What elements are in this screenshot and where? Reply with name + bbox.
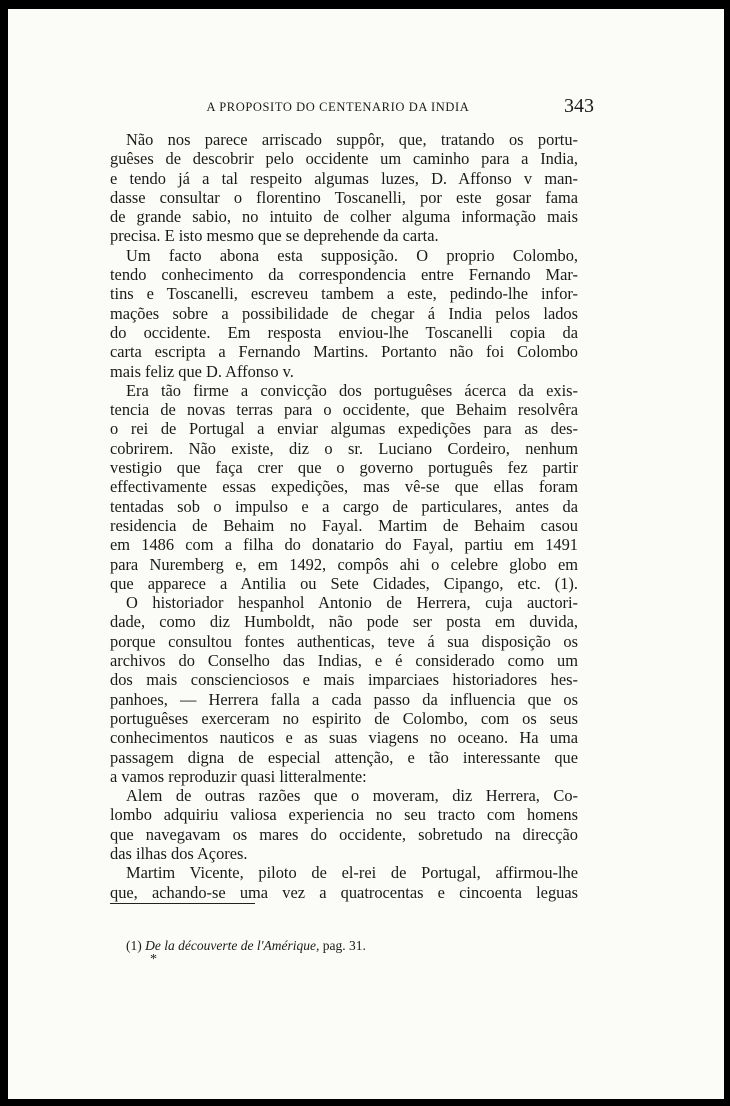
text-line: de grande sabio, no intuito de colher alguma informação mais <box>110 207 578 227</box>
text-line: em 1486 com a filha do donatario do Fayal, partiu em 1491 <box>110 535 578 555</box>
text-line: o rei de Portugal a enviar algumas expedições para as des- <box>110 419 578 439</box>
text-line: mais feliz que D. Affonso v. <box>110 361 294 381</box>
text-line: tins e Toscanelli, escreveu tambem a este, pedindo-lhe infor- <box>110 284 578 304</box>
footnote-title: De la découverte de l'Amérique, <box>145 938 320 953</box>
text-line: mações sobre a possibilidade de chegar á India pelos lados <box>110 303 578 323</box>
text-line: dos mais conscienciosos e mais imparciaes historiadores hes- <box>110 670 578 690</box>
text-line: effectivamente essas expedições, mas vê-se que ellas foram <box>110 477 578 497</box>
signature-mark: * <box>150 952 157 967</box>
text-line: Alem de outras razões que o moveram, diz Herrera, Co- <box>126 786 578 806</box>
text-line: cobrirem. Não existe, diz o sr. Luciano Cordeiro, nenhum <box>110 438 578 458</box>
text-line: dade, como diz Humboldt, não pode ser posta em duvida, <box>110 612 578 632</box>
text-line: lombo adquiriu valiosa experiencia no seu tracto com homens <box>110 805 578 825</box>
text-line: guêses de descobrir pelo occidente um caminho para a India, <box>110 149 578 169</box>
running-title: A PROPOSITO DO CENTENARIO DA INDIA <box>206 100 470 114</box>
text-line: carta escripta a Fernando Martins. Portanto não foi Colombo <box>110 342 578 362</box>
text-line: archivos do Conselho das Indias, e é considerado como um <box>110 651 578 671</box>
text-line: Martim Vicente, piloto de el-rei de Portugal, affirmou-lhe <box>126 863 578 883</box>
footnote-marker: (1) <box>126 938 142 953</box>
text-line: residencia de Behaim no Fayal. Martim de Behaim casou <box>110 515 578 535</box>
text-line: O historiador hespanhol Antonio de Herrera, cuja auctori- <box>126 593 578 613</box>
text-line: que, achando-se uma vez a quatrocentas e cincoenta leguas <box>110 882 578 902</box>
footnote-page-ref: pag. 31. <box>322 938 366 953</box>
text-line: portuguêses exerceram no espirito de Colombo, com os seus <box>110 708 578 728</box>
text-line: que navegavam os mares do occidente, sobretudo na direcção <box>110 824 578 844</box>
text-line: e tendo já a tal respeito algumas luzes, D. Affonso v man- <box>110 168 578 188</box>
text-line: Era tão firme a convicção dos portuguêses ácerca da exis- <box>126 380 578 400</box>
text-line: a vamos reproduzir quasi litteralmente: <box>110 766 367 786</box>
footnote <box>126 938 366 954</box>
text-line: conhecimentos nauticos e as suas viagens no oceano. Ha uma <box>110 728 578 748</box>
book-page <box>8 9 724 1099</box>
text-line: das ilhas dos Açores. <box>110 843 248 863</box>
footnote-rule <box>110 903 255 904</box>
text-line: do occidente. Em resposta enviou-lhe Toscanelli copia da <box>110 322 578 342</box>
text-line: dasse consultar o florentino Toscanelli, por este gosar fama <box>110 187 578 207</box>
text-line: tencia de novas terras para o occidente, que Behaim resolvêra <box>110 400 578 420</box>
page-number: 343 <box>564 95 594 117</box>
body-text <box>110 130 578 902</box>
text-line: precisa. E isto mesmo que se deprehende da carta. <box>110 226 439 246</box>
text-line: Um facto abona esta supposição. O proprio Colombo, <box>126 245 578 265</box>
text-line: panhoes, — Herrera falla a cada passo da influencia que os <box>110 689 578 709</box>
text-line: tentadas sob o impulso e a cargo de particulares, antes da <box>110 496 578 516</box>
text-line: que apparece a Antilia ou Sete Cidades, Cipango, etc. (1). <box>110 573 578 593</box>
text-line: Não nos parece arriscado suppôr, que, tratando os portu- <box>126 130 578 149</box>
text-line: para Nuremberg e, em 1492, compôs ahi o celebre globo em <box>110 554 578 574</box>
text-line: porque consultou fontes authenticas, teve á sua disposição os <box>110 631 578 651</box>
text-line: tendo conhecimento da correspondencia entre Fernando Mar- <box>110 265 578 285</box>
page-header <box>8 95 724 119</box>
text-line: vestigio que faça crer que o governo português fez partir <box>110 458 578 478</box>
text-line: passagem digna de especial attenção, e tão interessante que <box>110 747 578 767</box>
